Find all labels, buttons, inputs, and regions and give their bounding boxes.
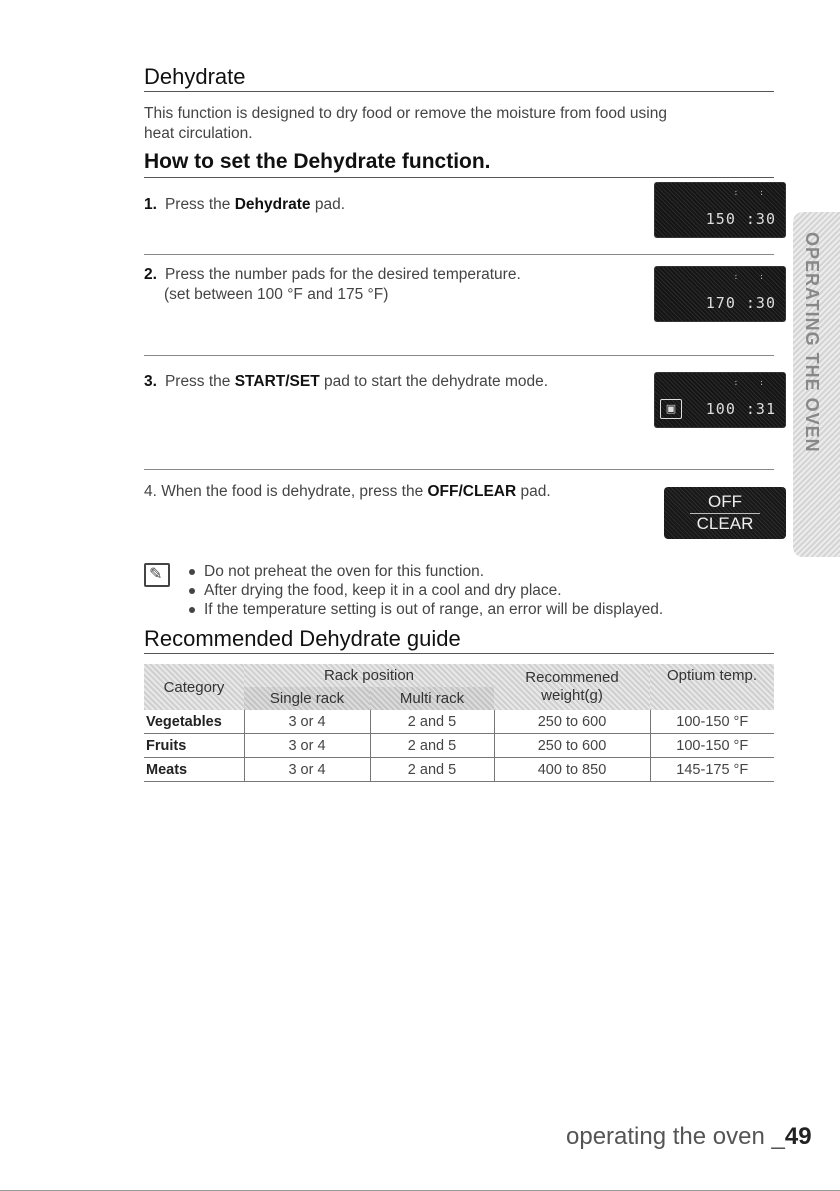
chapter-side-tab <box>793 212 840 557</box>
step-4-text-end: pad. <box>516 483 551 500</box>
cell-multi-rack: 2 and 5 <box>370 734 494 758</box>
display-readout: 150 :30 <box>705 210 776 228</box>
step-2 <box>144 265 521 305</box>
step-1-pad-name: Dehydrate <box>234 196 311 213</box>
step-4-text: When the food is dehydrate, press the <box>161 483 428 500</box>
step-divider <box>144 254 774 255</box>
cell-temp: 145-175 °F <box>650 758 774 782</box>
step-1 <box>144 195 345 215</box>
cell-category: Vegetables <box>144 710 244 734</box>
header-weight-line-2: weight(g) <box>541 687 603 704</box>
display-dots: : : <box>733 378 772 387</box>
page-number: 49 <box>784 1123 812 1150</box>
step-divider <box>144 469 774 470</box>
step-1-text-end: pad. <box>310 196 346 213</box>
cell-weight: 400 to 850 <box>494 758 650 782</box>
intro-text <box>144 104 667 144</box>
note-item: If the temperature setting is out of range, an error will be displayed. <box>187 600 663 619</box>
table-row <box>144 758 774 782</box>
display-step-2 <box>654 266 786 322</box>
cell-single-rack: 3 or 4 <box>244 758 370 782</box>
header-multi-rack: Multi rack <box>370 687 494 710</box>
display-dots: : : <box>733 188 772 197</box>
table-row <box>144 710 774 734</box>
cell-category: Meats <box>144 758 244 782</box>
display-step-1 <box>654 182 786 238</box>
cell-single-rack: 3 or 4 <box>244 734 370 758</box>
cell-weight: 250 to 600 <box>494 734 650 758</box>
footer-text: operating the oven _ <box>566 1123 785 1150</box>
section-title-rule <box>144 91 774 92</box>
cell-category: Fruits <box>144 734 244 758</box>
section-title: Dehydrate <box>144 64 246 89</box>
dehydrate-guide-table <box>144 664 774 782</box>
display-step-3 <box>654 372 786 428</box>
guide-title: Recommended Dehydrate guide <box>144 626 461 651</box>
step-3-pad-name: START/SET <box>234 373 320 390</box>
step-2-text: Press the number pads for the desired temperature. <box>164 266 521 283</box>
table-row <box>144 734 774 758</box>
cell-single-rack: 3 or 4 <box>244 710 370 734</box>
header-category: Category <box>144 664 244 710</box>
cell-temp: 100-150 °F <box>650 734 774 758</box>
step-3 <box>144 372 548 392</box>
header-temp: Optium temp. <box>650 664 774 710</box>
notes-list <box>187 562 663 619</box>
off-clear-pad <box>664 487 786 539</box>
display-readout: 100 :31 <box>705 400 776 418</box>
how-to-rule <box>144 177 774 178</box>
step-3-text-end: pad to start the dehydrate mode. <box>319 373 549 390</box>
note-icon <box>144 563 170 587</box>
header-single-rack: Single rack <box>244 687 370 710</box>
header-weight-line-1: Recommened <box>525 669 619 686</box>
intro-line-2: heat circulation. <box>144 125 253 142</box>
step-divider <box>144 355 774 356</box>
step-1-text: Press the <box>164 196 235 213</box>
step-3-text: Press the <box>164 373 235 390</box>
guide-title-rule <box>144 653 774 654</box>
note-item: After drying the food, keep it in a cool and dry place. <box>187 581 663 600</box>
clear-label: CLEAR <box>696 514 754 533</box>
page-footer <box>566 1123 812 1151</box>
step-2-range: (set between 100 °F and 175 °F) <box>164 286 389 303</box>
cell-weight: 250 to 600 <box>494 710 650 734</box>
dehydrate-mode-icon: ▣ <box>660 399 682 419</box>
header-rack-position: Rack position <box>244 664 494 687</box>
chapter-side-tab-label: OPERATING THE OVEN <box>802 232 822 453</box>
step-3-number: 3. <box>144 373 157 390</box>
display-dots: : : <box>733 272 772 281</box>
cell-multi-rack: 2 and 5 <box>370 710 494 734</box>
how-to-title: How to set the Dehydrate function. <box>144 150 491 173</box>
cell-multi-rack: 2 and 5 <box>370 758 494 782</box>
display-readout: 170 :30 <box>705 294 776 312</box>
intro-line-1: This function is designed to dry food or remove the moisture from food using <box>144 105 667 122</box>
note-item: Do not preheat the oven for this function. <box>187 562 663 581</box>
cell-temp: 100-150 °F <box>650 710 774 734</box>
step-2-number: 2. <box>144 266 157 283</box>
step-4-number: 4. <box>144 483 157 500</box>
step-4 <box>144 482 551 502</box>
off-label: OFF <box>708 492 742 511</box>
header-weight <box>494 664 650 710</box>
step-4-pad-name: OFF/CLEAR <box>427 483 517 500</box>
step-1-number: 1. <box>144 196 157 213</box>
